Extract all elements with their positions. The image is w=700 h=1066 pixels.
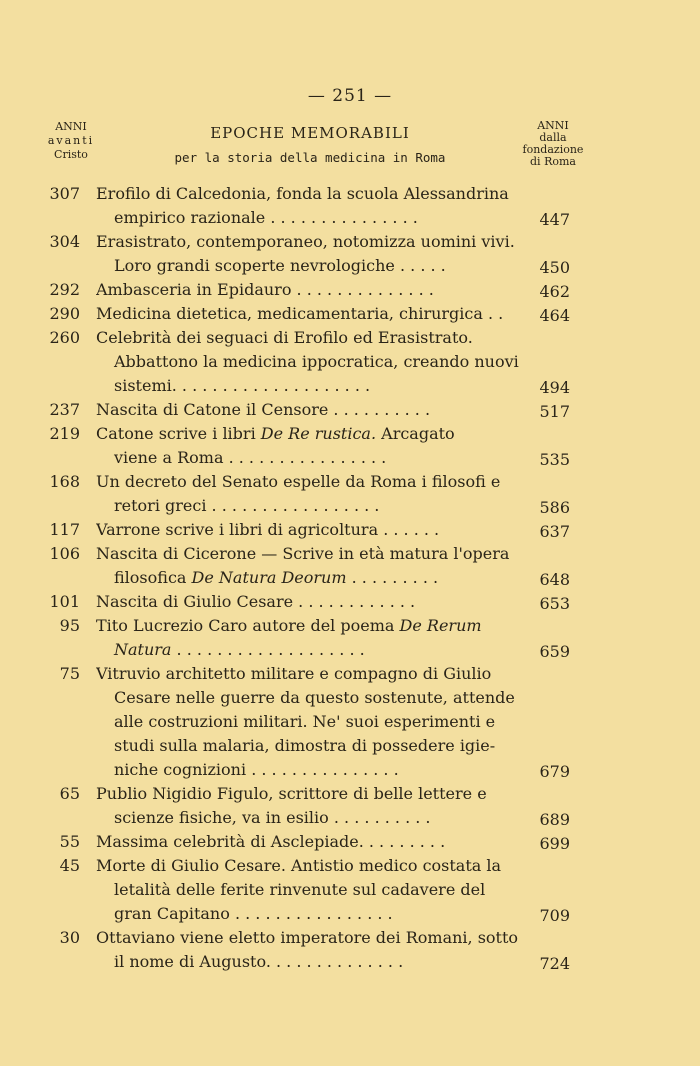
header-left-line: ANNI xyxy=(55,120,87,133)
entry-text xyxy=(96,614,520,662)
entry-year: 219 xyxy=(49,424,80,443)
entry-line: alle costruzioni militari. Ne' suoi esperimenti e xyxy=(114,712,496,731)
header-right xyxy=(518,120,588,168)
chronology-entry xyxy=(0,854,700,926)
entry-text xyxy=(96,182,520,230)
entry-founding-year: 517 xyxy=(539,402,570,421)
chronology-entry xyxy=(0,518,700,542)
entry-text xyxy=(96,278,520,302)
entry-text xyxy=(96,830,520,854)
entry-year: 106 xyxy=(49,544,80,563)
header-title: EPOCHE MEMORABILI xyxy=(210,124,410,142)
chronology-entry xyxy=(0,470,700,518)
entry-line: sistemi. . . . . . . . . . . . . . . . . . . . xyxy=(114,376,371,395)
entry-line: Nascita di Cicerone — Scrive in età matura l'opera xyxy=(96,544,510,563)
header-subtitle: per la storia della medicina in Roma xyxy=(174,150,446,165)
entry-text xyxy=(96,302,520,326)
entry-year: 65 xyxy=(59,784,80,803)
entry-text xyxy=(96,470,520,518)
entry-year: 45 xyxy=(59,856,80,875)
header-right-line: dalla xyxy=(539,131,567,144)
entry-founding-year: 637 xyxy=(539,522,570,541)
chronology-entry xyxy=(0,926,700,974)
entry-text xyxy=(96,782,520,830)
entry-line: studi sulla malaria, dimostra di possedere igie- xyxy=(114,736,496,755)
entry-text xyxy=(96,854,520,926)
entry-line: Loro grandi scoperte nevrologiche . . . . . xyxy=(114,256,446,275)
entry-line: Morte di Giulio Cesare. Antistio medico costata la xyxy=(96,856,502,875)
entry-year: 168 xyxy=(49,472,80,491)
entry-text xyxy=(96,662,520,782)
chronology-entry xyxy=(0,614,700,662)
entry-year: 290 xyxy=(49,304,80,323)
entry-line: Vitruvio architetto militare e compagno di Giulio xyxy=(96,664,492,683)
chronology-entry xyxy=(0,302,700,326)
entry-line: Cesare nelle guerre da questo sostenute, attende xyxy=(114,688,515,707)
entry-line: Ottaviano viene eletto imperatore dei Romani, sotto xyxy=(96,928,519,947)
entry-founding-year: 535 xyxy=(539,450,570,469)
entry-year: 292 xyxy=(49,280,80,299)
entry-line: scienze fisiche, va in esilio . . . . . . . . . . xyxy=(114,808,431,827)
chronology-entry xyxy=(0,662,700,782)
chronology-entry xyxy=(0,542,700,590)
entry-text xyxy=(96,590,520,614)
entry-founding-year: 659 xyxy=(539,642,570,661)
header-left-line: Cristo xyxy=(54,148,88,161)
entry-line: Nascita di Giulio Cesare . . . . . . . . . . . . xyxy=(96,592,416,611)
entry-year: 55 xyxy=(59,832,80,851)
entry-line: Celebrità dei seguaci di Erofilo ed Erasistrato. xyxy=(96,328,473,347)
entry-line: gran Capitano . . . . . . . . . . . . . . . . xyxy=(114,904,393,923)
entry-line: Ambasceria in Epidauro . . . . . . . . . . . . . . xyxy=(96,280,434,299)
chronology-list xyxy=(0,182,700,974)
entry-year: 75 xyxy=(59,664,80,683)
entry-line: Medicina dietetica, medicamentaria, chirurgica . . xyxy=(96,304,504,323)
entry-line: niche cognizioni . . . . . . . . . . . . . . . xyxy=(114,760,399,779)
entry-line: il nome di Augusto. . . . . . . . . . . . . . xyxy=(114,952,404,971)
header-left-line: avanti xyxy=(47,134,95,147)
entry-text xyxy=(96,518,520,542)
entry-line: Catone scrive i libri De Re rustica. Arcagato xyxy=(96,424,455,443)
chronology-entry xyxy=(0,326,700,398)
entry-line: Abbattono la medicina ippocratica, creando nuovi xyxy=(114,352,519,371)
entry-line: Varrone scrive i libri di agricoltura . . . . . . xyxy=(96,520,440,539)
entry-founding-year: 494 xyxy=(539,378,570,397)
entry-year: 260 xyxy=(49,328,80,347)
entry-text xyxy=(96,398,520,422)
entry-line: Nascita di Catone il Censore . . . . . . . . . . xyxy=(96,400,431,419)
entry-text xyxy=(96,422,520,470)
entry-line: Erasistrato, contemporaneo, notomizza uomini vivi. xyxy=(96,232,515,251)
entry-year: 95 xyxy=(59,616,80,635)
header-right-line: di Roma xyxy=(530,155,576,168)
entry-line: letalità delle ferite rinvenute sul cadavere del xyxy=(114,880,486,899)
entry-year: 101 xyxy=(49,592,80,611)
entry-founding-year: 699 xyxy=(539,834,570,853)
entry-line: Un decreto del Senato espelle da Roma i filosofi e xyxy=(96,472,501,491)
entry-year: 30 xyxy=(59,928,80,947)
entry-founding-year: 679 xyxy=(539,762,570,781)
entry-line: Massima celebrità di Asclepiade. . . . . . . . . xyxy=(96,832,446,851)
entry-line: filosofica De Natura Deorum . . . . . . . . . xyxy=(114,568,439,587)
entry-year: 307 xyxy=(49,184,80,203)
header-right-line: fondazione xyxy=(522,143,584,156)
entry-founding-year: 450 xyxy=(539,258,570,277)
entry-line: empirico razionale . . . . . . . . . . . . . . . xyxy=(114,208,418,227)
entry-line: retori greci . . . . . . . . . . . . . . . . . xyxy=(114,496,380,515)
entry-year: 117 xyxy=(49,520,80,539)
table-header xyxy=(0,120,700,180)
entry-text xyxy=(96,326,520,398)
entry-line: Tito Lucrezio Caro autore del poema De Rerum xyxy=(96,616,482,635)
entry-line: viene a Roma . . . . . . . . . . . . . . . . xyxy=(114,448,387,467)
header-left xyxy=(46,120,96,162)
entry-founding-year: 653 xyxy=(539,594,570,613)
chronology-entry xyxy=(0,782,700,830)
entry-text xyxy=(96,926,520,974)
entry-line: Natura . . . . . . . . . . . . . . . . . . . xyxy=(114,640,365,659)
entry-line: Erofilo di Calcedonia, fonda la scuola Alessandrina xyxy=(96,184,509,203)
chronology-entry xyxy=(0,590,700,614)
header-center xyxy=(150,120,470,165)
chronology-entry xyxy=(0,230,700,278)
entry-founding-year: 462 xyxy=(539,282,570,301)
entry-founding-year: 447 xyxy=(539,210,570,229)
chronology-entry xyxy=(0,422,700,470)
entry-text xyxy=(96,542,520,590)
entry-founding-year: 464 xyxy=(539,306,570,325)
chronology-entry xyxy=(0,830,700,854)
entry-line: Publio Nigidio Figulo, scrittore di belle lettere e xyxy=(96,784,487,803)
entry-year: 237 xyxy=(49,400,80,419)
entry-text xyxy=(96,230,520,278)
chronology-entry xyxy=(0,278,700,302)
entry-founding-year: 586 xyxy=(539,498,570,517)
chronology-entry xyxy=(0,398,700,422)
entry-founding-year: 689 xyxy=(539,810,570,829)
entry-founding-year: 724 xyxy=(539,954,570,973)
entry-founding-year: 648 xyxy=(539,570,570,589)
page-number: — 251 — xyxy=(307,86,393,106)
header-right-line: ANNI xyxy=(537,119,569,132)
entry-year: 304 xyxy=(49,232,80,251)
entry-founding-year: 709 xyxy=(539,906,570,925)
chronology-entry xyxy=(0,182,700,230)
